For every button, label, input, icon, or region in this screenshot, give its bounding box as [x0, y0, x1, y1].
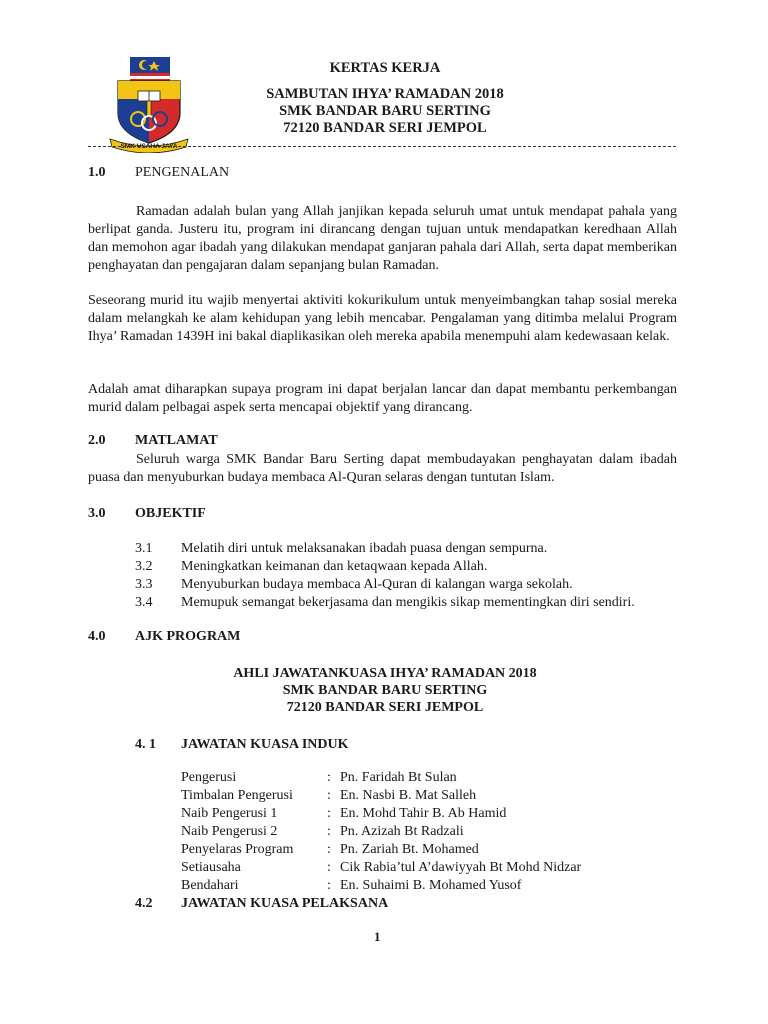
paragraph: Seseorang murid itu wajib menyertai aktiviti kokurikulum untuk menyeimbangkan tahap sosial mereka dalam melangkah ke alam kehidupan yang lebih mencabar. Pengalaman yang ditimba melalui Program Ihya’ Ramadan 1439H ini bakal diaplikasikan oleh mereka apabila menempuhi alam kedewasaan kelak. — [88, 293, 677, 344]
objective-number: 3.4 — [135, 595, 153, 610]
separator-colon: : — [327, 824, 331, 839]
member-name: En. Mohd Tahir B. Ab Hamid — [340, 806, 507, 821]
section-number: 2.0 — [88, 433, 106, 448]
separator-colon: : — [327, 770, 331, 785]
separator-colon: : — [327, 842, 331, 857]
subsection-heading: JAWATAN KUASA INDUK — [181, 737, 349, 752]
section-heading: PENGENALAN — [135, 165, 230, 180]
paragraph: Adalah amat diharapkan supaya program ini dapat berjalan lancar dan dapat membantu perkembangan murid dalam pelbagai aspek serta mencapai objektif yang dirancang. — [88, 382, 677, 415]
objective-text: Melatih diri untuk melaksanakan ibadah puasa dengan sempurna. — [181, 541, 548, 556]
member-role: Naib Pengerusi 2 — [181, 824, 278, 839]
member-name: En. Nasbi B. Mat Salleh — [340, 788, 477, 803]
subsection-heading: JAWATAN KUASA PELAKSANA — [181, 896, 389, 911]
separator-colon: : — [327, 788, 331, 803]
objective-text: Memupuk semangat bekerjasama dan mengikis sikap mementingkan diri sendiri. — [181, 595, 635, 610]
member-role: Timbalan Pengerusi — [181, 788, 293, 803]
committee-school-name: SMK BANDAR BARU SERTING — [282, 683, 488, 698]
section-heading: MATLAMAT — [135, 433, 218, 448]
subsection-number: 4. 1 — [135, 737, 156, 752]
school-name: SMK BANDAR BARU SERTING — [279, 103, 491, 119]
section-number: 4.0 — [88, 629, 106, 644]
member-name: Pn. Azizah Bt Radzali — [340, 824, 464, 839]
paragraph: Ramadan adalah bulan yang Allah janjikan kepada seluruh umat untuk mendapat pahala yang berlipat ganda. Justeru itu, program ini dirancang dengan tujuan untuk mendapatkan keredhaan Allah dan memohon agar ibadah yang dilakukan mendapat ganjaran pahala dari Allah, serta dapat memberikan penghayatan dan pengajaran dalam sepanjang bulan Ramadan. — [88, 204, 677, 273]
document-title: KERTAS KERJA — [329, 60, 441, 76]
separator-colon: : — [327, 860, 331, 875]
header-divider — [88, 146, 676, 147]
svg-text:SMK USAHA JAYA: SMK USAHA JAYA — [120, 143, 178, 150]
member-name: Pn. Zariah Bt. Mohamed — [340, 842, 479, 857]
objective-number: 3.2 — [135, 559, 153, 574]
school-address: 72120 BANDAR SERI JEMPOL — [283, 120, 487, 136]
member-role: Pengerusi — [181, 770, 237, 785]
committee-title: AHLI JAWATANKUASA IHYA’ RAMADAN 2018 — [233, 666, 537, 681]
objective-text: Menyuburkan budaya membaca Al-Quran di kalangan warga sekolah. — [181, 577, 573, 592]
paragraph: Seluruh warga SMK Bandar Baru Serting dapat membudayakan penghayatan dalam ibadah puasa dan menyuburkan budaya membaca Al-Quran selaras dengan tuntutan Islam. — [88, 452, 677, 485]
objective-number: 3.1 — [135, 541, 153, 556]
member-name: Pn. Faridah Bt Sulan — [340, 770, 457, 785]
page-number: 1 — [374, 929, 381, 944]
section-heading: AJK PROGRAM — [135, 629, 241, 644]
member-name: En. Suhaimi B. Mohamed Yusof — [340, 878, 522, 893]
member-role: Bendahari — [181, 878, 239, 893]
member-name: Cik Rabia’tul A’dawiyyah Bt Mohd Nidzar — [340, 860, 582, 875]
separator-colon: : — [327, 806, 331, 821]
school-crest-logo — [108, 55, 190, 153]
member-role: Penyelaras Program — [181, 842, 294, 857]
member-role: Setiausaha — [181, 860, 241, 875]
objective-number: 3.3 — [135, 577, 153, 592]
event-title: SAMBUTAN IHYA’ RAMADAN 2018 — [266, 86, 504, 102]
section-number: 1.0 — [88, 165, 106, 180]
subsection-number: 4.2 — [135, 896, 153, 911]
committee-school-address: 72120 BANDAR SERI JEMPOL — [286, 700, 484, 715]
section-heading: OBJEKTIF — [135, 506, 206, 521]
section-number: 3.0 — [88, 506, 106, 521]
objective-text: Meningkatkan keimanan dan ketaqwaan kepada Allah. — [181, 559, 488, 574]
separator-colon: : — [327, 878, 331, 893]
member-role: Naib Pengerusi 1 — [181, 806, 278, 821]
